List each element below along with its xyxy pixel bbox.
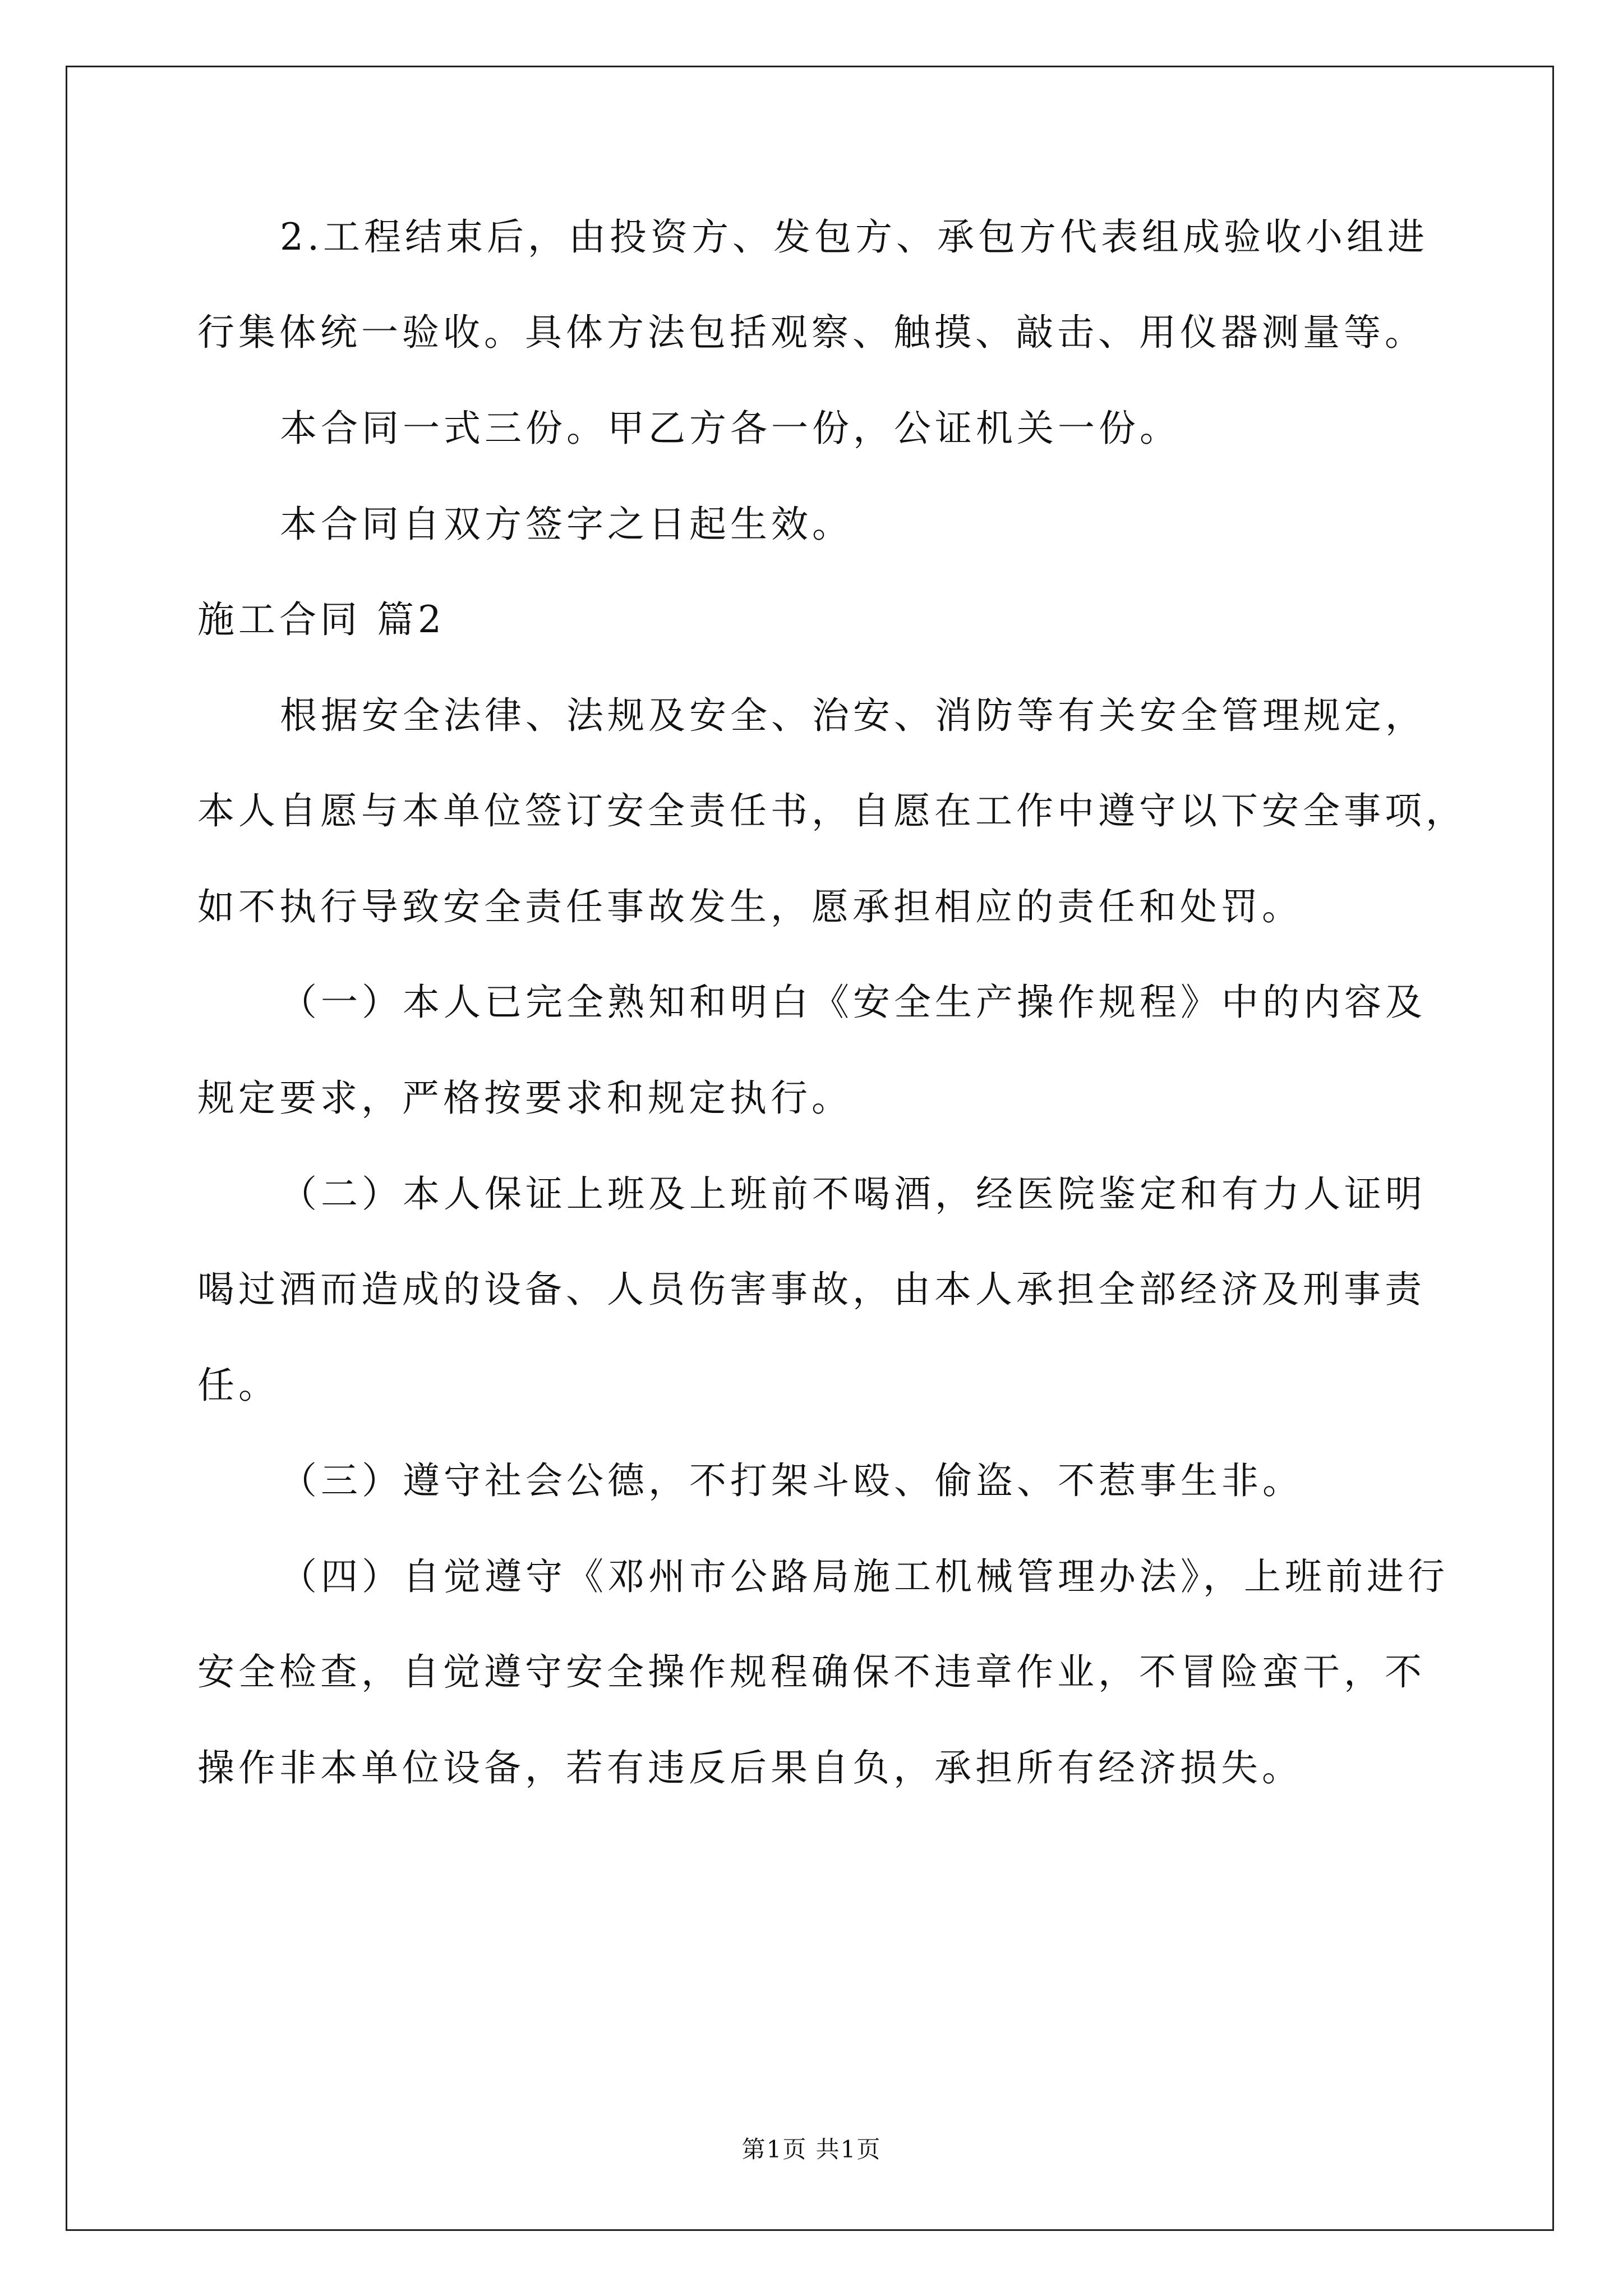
page-number: 第1页 共1页 — [741, 2136, 882, 2163]
text-line: 根据安全法律、法规及安全、治安、消防等有关安全管理规定， — [280, 694, 1426, 737]
text-line: （一）本人已完全熟知和明白《安全生产操作规程》中的内容及 — [280, 981, 1426, 1024]
text-line: 本合同一式三份。甲乙方各一份，公证机关一份。 — [280, 407, 1181, 450]
text-line: 喝过酒而造成的设备、人员伤害事故，由本人承担全部经济及刑事责 — [197, 1268, 1426, 1311]
text-line: 行集体统一验收。具体方法包括观察、触摸、敲击、用仪器测量等。 — [197, 311, 1426, 354]
text-line: 本人自愿与本单位签订安全责任书，自愿在工作中遵守以下安全事项， — [197, 789, 1467, 832]
section-heading: 施工合同 篇2 — [197, 598, 445, 641]
page-frame — [66, 66, 1554, 2231]
text-line: 操作非本单位设备，若有违反后果自负，承担所有经济损失。 — [197, 1746, 1303, 1789]
text-line: （二）本人保证上班及上班前不喝酒，经医院鉴定和有力人证明 — [280, 1172, 1426, 1216]
text-line: 安全检查，自觉遵守安全操作规程确保不违章作业，不冒险蛮干，不 — [197, 1650, 1426, 1694]
text-line: （三）遵守社会公德，不打架斗殴、偷盗、不惹事生非。 — [280, 1459, 1303, 1502]
text-line: 2.工程结束后，由投资方、发包方、承包方代表组成验收小组进 — [280, 215, 1428, 259]
text-line: 任。 — [197, 1364, 279, 1407]
text-line: 本合同自双方签字之日起生效。 — [280, 503, 853, 546]
text-line: （四）自觉遵守《邓州市公路局施工机械管理办法》，上班前进行 — [280, 1555, 1449, 1598]
text-line: 如不执行导致安全责任事故发生，愿承担相应的责任和处罚。 — [197, 885, 1303, 928]
text-line: 规定要求，严格按要求和规定执行。 — [197, 1076, 852, 1120]
